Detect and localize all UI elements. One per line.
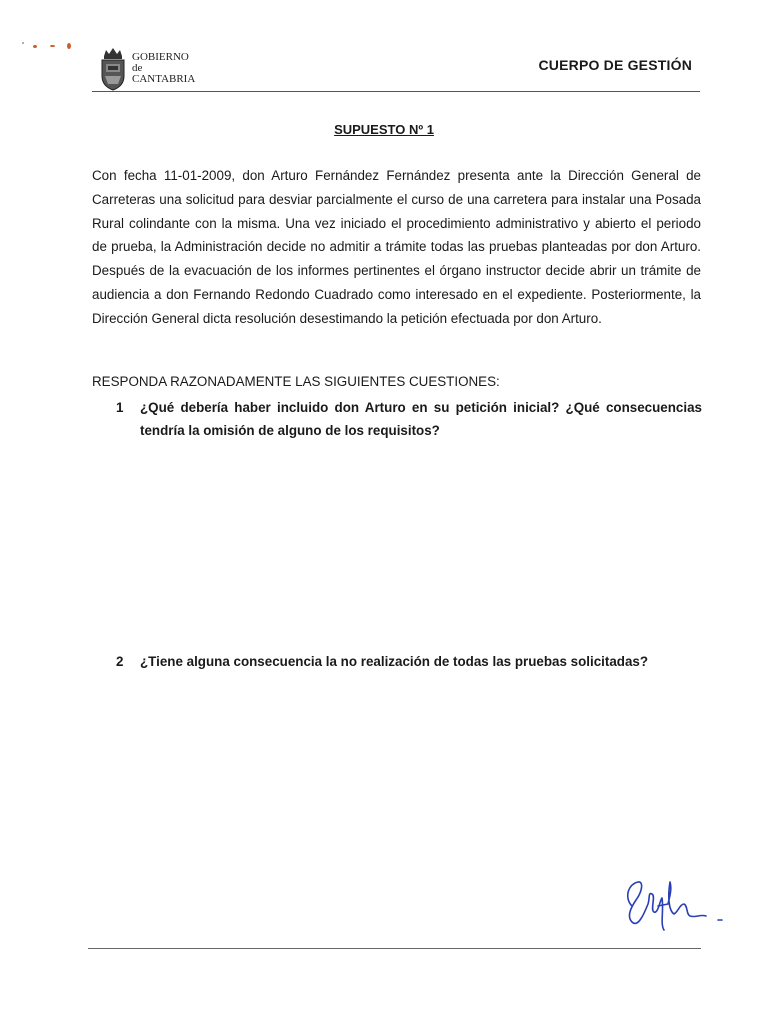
- org-line-3: CANTABRIA: [132, 73, 196, 85]
- question-1: [116, 396, 702, 442]
- org-logo: [98, 46, 208, 92]
- handwritten-signature: [618, 870, 738, 936]
- question-text: ¿Qué debería haber incluido don Arturo en su petición inicial? ¿Qué consecuencias tendría la omisión de alguno de los requisitos?: [140, 400, 702, 438]
- instructions: RESPONDA RAZONADAMENTE LAS SIGUIENTES CUESTIONES:: [92, 374, 500, 389]
- cantabria-coat-of-arms-icon: [98, 46, 128, 92]
- document-title: SUPUESTO Nº 1: [334, 122, 434, 137]
- org-line-1: GOBIERNO: [132, 51, 189, 63]
- org-name: [132, 52, 195, 85]
- org-line-2: de: [132, 62, 143, 74]
- question-number: 2: [116, 654, 124, 669]
- footer-divider: [88, 948, 701, 949]
- question-2: [116, 650, 702, 673]
- question-number: 1: [116, 400, 124, 415]
- question-text: ¿Tiene alguna consecuencia la no realización de todas las pruebas solicitadas?: [140, 654, 649, 669]
- header-divider: [92, 91, 700, 92]
- case-paragraph: Con fecha 11-01-2009, don Arturo Fernández Fernández presenta ante la Dirección General de Carreteras una solicitud para desviar parcialmente el curso de una carretera para instalar una Posada Rural colindante con la misma. Una vez iniciado el procedimiento administrativo y abierto el periodo de prueba, la Administración decide no admitir a trámite todas las pruebas planteadas por don Arturo. Después de la evacuación de los informes pertinentes el órgano instructor decide abrir un trámite de audiencia a don Fernando Redondo Cuadrado como interesado en el expediente. Posteriormente, la Dirección General dicta resolución desestimando la petición efectuada por don Arturo.: [92, 168, 701, 326]
- header-title: CUERPO DE GESTIÓN: [538, 57, 692, 73]
